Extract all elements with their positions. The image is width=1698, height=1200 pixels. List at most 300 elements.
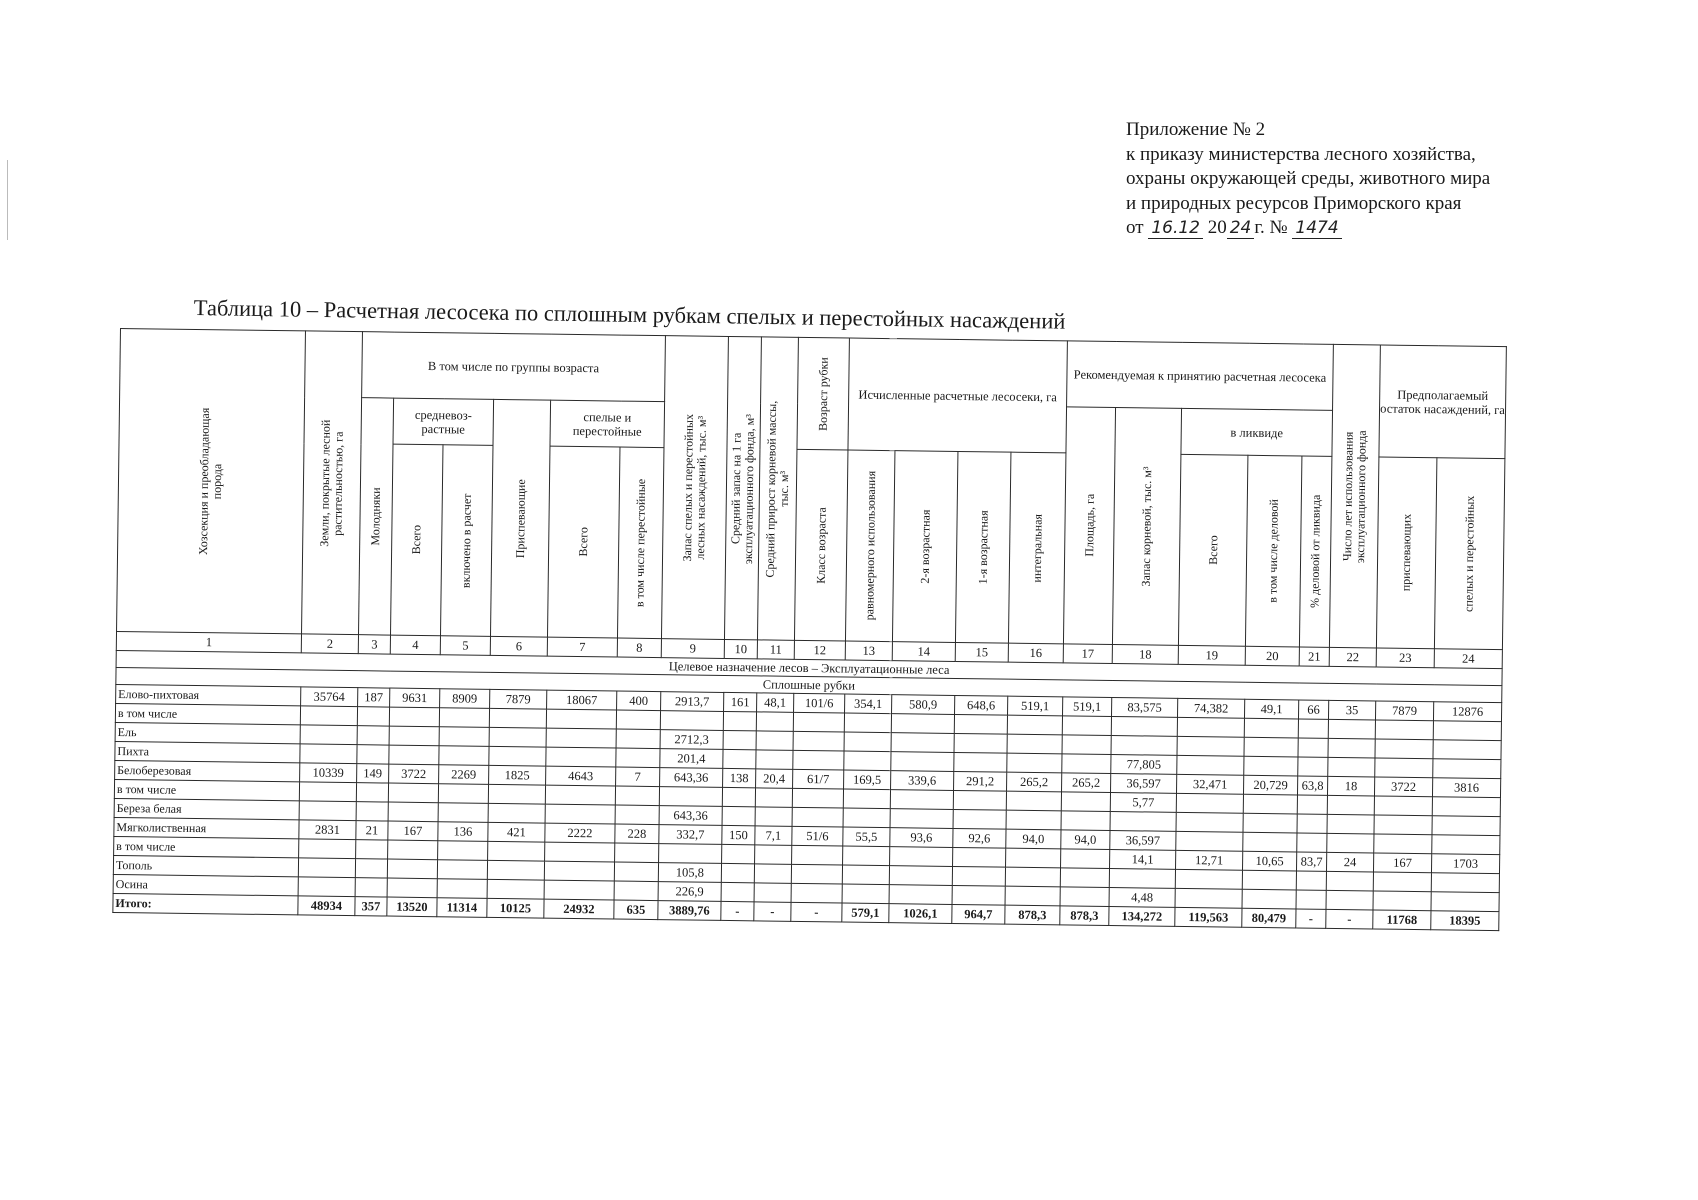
table-cell (545, 842, 615, 862)
table-cell (1374, 796, 1432, 816)
purpose-band: Целевое назначение лесов – Эксплуатационные леса (116, 650, 1502, 685)
table-cell (1244, 737, 1298, 757)
table-cell: 35764 (301, 687, 358, 707)
column-number: 3 (358, 635, 390, 654)
row-label: в том числе (115, 703, 300, 724)
table-cell (791, 883, 842, 903)
table-cell (488, 784, 545, 804)
table-cell: 92,6 (953, 828, 1006, 848)
header-first-age: 1-я возрастная (955, 451, 1010, 643)
table-cell: 66 (1298, 700, 1328, 719)
table-cell: - (1296, 909, 1326, 928)
table-cell (387, 859, 437, 879)
table-cell: 83,575 (1111, 698, 1177, 718)
table-cell: 7 (616, 767, 660, 787)
table-cell (546, 709, 616, 729)
annex-line-2: к приказу министерства лесного хозяйства, (1126, 143, 1476, 165)
table-cell: 4,48 (1109, 887, 1175, 907)
table-cell (544, 861, 614, 881)
table-cell (722, 806, 755, 825)
column-number: 1 (116, 631, 301, 652)
table-cell: 167 (1373, 853, 1431, 873)
table-cell (1111, 736, 1177, 756)
table-cell (1061, 792, 1110, 812)
table-cell (890, 847, 953, 867)
header-avg-stock: Средний запас на 1 га эксплуатационного фонда, м³ (724, 336, 761, 639)
table-cell (546, 728, 616, 748)
table-cell: 93,6 (890, 828, 953, 848)
table-cell (791, 864, 842, 884)
table-cell (356, 840, 388, 859)
table-cell (488, 803, 545, 823)
scan-edge-mark (7, 160, 8, 240)
table-cell (1062, 716, 1111, 736)
table-cell (437, 879, 487, 899)
header-business-pct: % деловой от ликвида (1299, 456, 1331, 647)
table-cell (721, 863, 754, 882)
table-cell (614, 881, 658, 901)
annex-line-4: и природных ресурсов Приморского края (1126, 192, 1462, 214)
row-label: Береза белая (114, 798, 299, 819)
table-cell (487, 879, 544, 899)
table-cell (891, 733, 954, 753)
table-cell: 11768 (1373, 910, 1431, 930)
handwritten-date: 16.12 (1148, 218, 1203, 239)
table-cell: 519,1 (1008, 696, 1063, 716)
table-cell: 138 (723, 768, 756, 787)
table-cell (1242, 889, 1296, 909)
annex-line-5 (1126, 216, 1490, 241)
header-avg-growth: Средний прирост корневой массы, тыс. м³ (757, 337, 798, 640)
table-cell (1007, 734, 1062, 754)
table-cell (891, 714, 954, 734)
table-cell (300, 744, 357, 764)
table-cell (1176, 812, 1243, 832)
column-number: 11 (757, 640, 794, 659)
table-cell: 169,5 (844, 770, 891, 790)
row-label: Тополь (113, 855, 298, 876)
table-cell: 579,1 (842, 903, 889, 923)
table-cell (954, 714, 1007, 734)
table-cell: 580,9 (892, 695, 955, 715)
table-cell: 36,597 (1111, 774, 1177, 794)
table-cell: 18395 (1431, 911, 1499, 931)
table-cell: 265,2 (1007, 772, 1062, 792)
table-cell: 5,77 (1110, 793, 1176, 813)
header-age-groups: В том числе по группы возраста (362, 332, 666, 402)
table-cell (1374, 834, 1432, 854)
header-young: Молодняки (359, 398, 394, 635)
table-cell (298, 877, 355, 897)
table-cell: 228 (615, 824, 659, 844)
table-cell (300, 706, 357, 726)
table-cell (388, 840, 438, 860)
table-cell (1327, 795, 1374, 815)
table-cell: 357 (355, 897, 387, 916)
table-cell: 18067 (547, 690, 617, 710)
table-cell (1297, 795, 1327, 814)
table-cell: 14,1 (1110, 850, 1176, 870)
column-number: 16 (1008, 643, 1063, 663)
table-cell: 20,4 (756, 769, 793, 788)
header-liquid-total: Всего (1178, 454, 1247, 646)
table-cell: 3816 (1432, 778, 1500, 798)
table-cell: 2712,3 (660, 730, 723, 750)
table-cell: 201,4 (660, 749, 723, 769)
table-cell (722, 787, 755, 806)
table-cell: 421 (488, 822, 545, 842)
table-cell (357, 707, 389, 726)
table-cell: 878,3 (1060, 906, 1109, 926)
table-cell (300, 725, 357, 745)
row-label: Ель (115, 722, 300, 743)
table-cell (1431, 873, 1499, 893)
header-second-age: 2-я возрастная (892, 451, 957, 643)
table-cell (389, 726, 439, 746)
table-cell: 24932 (544, 899, 614, 919)
row-label: Мягколиственная (114, 817, 299, 838)
table-cell: 61/7 (793, 769, 844, 789)
table-cell (754, 864, 791, 883)
table-cell (545, 785, 615, 805)
annex-prefix: от (1126, 217, 1144, 238)
table-cell (1007, 753, 1062, 773)
header-years-of-use: Число лет использования эксплуатационного фонда (1329, 344, 1380, 648)
header-species: Хозсекция и преобладающая порода (117, 329, 306, 634)
table-cell: 105,8 (658, 863, 721, 883)
table-cell: 12876 (1433, 702, 1501, 722)
table-cell (1007, 715, 1062, 735)
table-cell: 265,2 (1062, 773, 1111, 793)
table-cell: 10,65 (1242, 851, 1296, 871)
annex-year-suffix: г. № (1254, 217, 1288, 238)
table-cell: 2269 (439, 765, 489, 785)
table-cell: 32,471 (1176, 774, 1243, 794)
table-cell (357, 745, 389, 764)
table-cell (437, 860, 487, 880)
row-label: Итого: (113, 893, 298, 914)
table-cell (1327, 814, 1374, 834)
table-cell (487, 860, 544, 880)
table-cell (615, 805, 659, 825)
column-number: 24 (1434, 649, 1502, 669)
table-cell: 400 (617, 691, 661, 711)
table-cell: 134,272 (1109, 906, 1175, 926)
table-cell: 24 (1326, 852, 1373, 872)
annex-line-1: Приложение № 2 (1126, 119, 1266, 140)
table-cell: - (721, 901, 754, 920)
table-cell (1298, 757, 1328, 776)
table-cell: 167 (388, 821, 438, 841)
table-cell (1109, 868, 1175, 888)
table-cell: 648,6 (955, 695, 1008, 715)
table-cell (1326, 871, 1373, 891)
column-number: 4 (390, 635, 440, 655)
table-cell: 8909 (440, 689, 490, 709)
table-cell: 83,7 (1296, 852, 1326, 871)
table-cell (723, 749, 756, 768)
table-cell: 51/6 (792, 826, 843, 846)
table-cell: 10125 (487, 898, 544, 918)
table-cell (1062, 754, 1111, 774)
table-cell (1298, 719, 1328, 738)
table-title: Таблица 10 – Расчетная лесосека по сплошным рубкам спелых и перестойных насаждений (193, 295, 1066, 334)
table-cell (1006, 810, 1061, 830)
table-cell: 354,1 (845, 694, 892, 714)
table-cell (1328, 757, 1375, 777)
column-number: 15 (955, 642, 1008, 662)
table-cell: - (791, 902, 842, 922)
table-cell (1061, 849, 1110, 869)
table-cell: 3889,76 (658, 901, 721, 921)
table-cell (756, 731, 793, 750)
table-cell (1432, 835, 1500, 855)
table-cell: 2222 (545, 823, 615, 843)
table-cell (1177, 755, 1244, 775)
table-cell: 339,6 (891, 771, 954, 791)
row-label: Елово-пихтовая (116, 684, 301, 705)
annex-year-prefix: 20 (1207, 217, 1227, 238)
table-cell (1243, 794, 1297, 814)
table-cell (953, 809, 1006, 829)
table-cell (953, 847, 1006, 867)
header-uniform: равномерного использования (845, 450, 894, 642)
table-cell (299, 839, 356, 859)
column-number: 13 (845, 641, 892, 661)
column-number: 21 (1299, 647, 1329, 666)
table-cell (438, 841, 488, 861)
table-cell: 2831 (299, 820, 356, 840)
table-cell (1110, 812, 1176, 832)
header-rest-premature: приспевающих (1376, 457, 1436, 649)
table-cell (1375, 739, 1433, 759)
column-number: 14 (892, 642, 955, 662)
table-cell (722, 844, 755, 863)
table-cell: 635 (614, 900, 658, 920)
column-number: 19 (1178, 645, 1245, 665)
table-cell (546, 747, 616, 767)
table-cell: - (754, 902, 791, 921)
table-cell (388, 783, 438, 803)
table-cell (545, 804, 615, 824)
table-cell (299, 782, 356, 802)
table-cell (889, 866, 952, 886)
column-number: 23 (1376, 648, 1434, 668)
table-cell: 63,8 (1297, 776, 1327, 795)
table-cell: 12,71 (1176, 850, 1243, 870)
table-cell (889, 885, 952, 905)
table-cell: 291,2 (954, 771, 1007, 791)
table-cell (1296, 890, 1326, 909)
table-cell (844, 732, 891, 752)
table-cell (614, 862, 658, 882)
table-cell (723, 711, 756, 730)
table-cell (890, 809, 953, 829)
table-cell (1177, 717, 1244, 737)
table-cell (842, 884, 889, 904)
table-cell: 7,1 (755, 826, 792, 845)
table-cell: 48,1 (757, 693, 794, 712)
header-area: Площадь, га (1063, 407, 1115, 645)
header-premature: Приспевающие (490, 399, 550, 637)
table-cell (793, 750, 844, 770)
table-cell: 3722 (1374, 777, 1432, 797)
table-cell (389, 707, 439, 727)
table-cell (842, 865, 889, 885)
table-cell (755, 845, 792, 864)
header-rest-ripe: спелых и перестойных (1434, 458, 1504, 650)
table-cell (1244, 756, 1298, 776)
table-cell (356, 802, 388, 821)
table-cell: 94,0 (1061, 830, 1110, 850)
table-cell: 101/6 (794, 693, 845, 713)
column-number: 17 (1063, 644, 1112, 664)
table-cell (1177, 736, 1244, 756)
table-cell: 1026,1 (889, 904, 952, 924)
table-cell (1433, 759, 1501, 779)
table-cell: 9631 (390, 688, 440, 708)
table-cell (1328, 719, 1375, 739)
header-mid-included: включено в расчет (440, 445, 492, 637)
row-label: Белоберезовая (115, 760, 300, 781)
table-cell (1005, 886, 1060, 906)
table-cell (843, 789, 890, 809)
table-cell: 21 (356, 821, 388, 840)
table-cell (792, 807, 843, 827)
table-cell (1060, 868, 1109, 888)
column-number: 22 (1329, 647, 1376, 667)
table-cell: 187 (358, 688, 390, 707)
table-cell: 10339 (300, 763, 357, 783)
table-cell: 74,382 (1177, 698, 1244, 718)
table-cell (952, 866, 1005, 886)
table-cell (844, 751, 891, 771)
table-cell: 13520 (387, 897, 437, 917)
table-cell (1244, 718, 1298, 738)
row-label: Осина (113, 874, 298, 895)
table-cell: 2913,7 (661, 692, 724, 712)
table-cell (388, 802, 438, 822)
table-cell: 150 (722, 825, 755, 844)
table-cell (616, 748, 660, 768)
table-cell (755, 788, 792, 807)
table-cell: 18 (1327, 776, 1374, 796)
table-cell (615, 843, 659, 863)
table-cell (660, 711, 723, 731)
table-cell: 149 (357, 764, 389, 783)
table-cell (1111, 717, 1177, 737)
column-number: 2 (301, 634, 358, 654)
annex-line-3: охраны окружающей среды, животного мира (1126, 168, 1491, 189)
table-cell (616, 729, 660, 749)
table-cell (615, 786, 659, 806)
row-label: в том числе (114, 779, 299, 800)
table-cell (1061, 811, 1110, 831)
header-remainder: Предполагаемый остаток насаждений, га (1379, 345, 1506, 459)
table-cell (355, 859, 387, 878)
table-cell: - (1326, 909, 1373, 929)
table-cell (438, 784, 488, 804)
table-cell (1298, 738, 1328, 757)
table-cell (489, 746, 546, 766)
column-number: 5 (440, 636, 490, 656)
table-cell (1006, 848, 1061, 868)
table-cell (357, 726, 389, 745)
table-cell (843, 808, 890, 828)
table-cell (1375, 720, 1433, 740)
table-cell (890, 790, 953, 810)
table-cell (793, 712, 844, 732)
table-cell: 161 (724, 692, 757, 711)
table-cell (387, 878, 437, 898)
table-cell: 80,479 (1242, 908, 1296, 928)
table-cell (356, 783, 388, 802)
table-cell (355, 878, 387, 897)
table-cell: 1703 (1431, 854, 1499, 874)
table-cell (1297, 833, 1327, 852)
table-cell (952, 885, 1005, 905)
table-cell (1432, 816, 1500, 836)
table-cell: 11314 (437, 898, 487, 918)
table-cell (954, 752, 1007, 772)
header-middle-aged: средневоз-растные (393, 398, 494, 445)
table-cell (1374, 815, 1432, 835)
table-cell: 55,5 (843, 827, 890, 847)
table-cell: 20,729 (1243, 775, 1297, 795)
table-cell: 136 (438, 822, 488, 842)
row-label: в том числе (114, 836, 299, 857)
table-cell (1373, 891, 1431, 911)
table-cell (1433, 721, 1501, 741)
table-cell (1060, 887, 1109, 907)
table-cell (1296, 871, 1326, 890)
table-cell: 643,36 (660, 768, 723, 788)
table-cell: 4643 (546, 766, 616, 786)
table-cell (844, 713, 891, 733)
table-cell (1432, 797, 1500, 817)
header-ripe-overmature: в том числе перестойные (617, 447, 663, 639)
column-number: 10 (724, 639, 757, 658)
header-calculated: Исчисленные расчетные лесосеки, га (848, 338, 1067, 453)
table-cell (438, 803, 488, 823)
header-root-stock: Запас корневой, тыс. м³ (1112, 408, 1181, 646)
table-cell (1176, 831, 1243, 851)
table-cell (1433, 740, 1501, 760)
table-cell (721, 882, 754, 901)
header-recommended: Рекомендуемая к принятию расчетная лесосека (1067, 341, 1334, 410)
table-cell (754, 883, 791, 902)
table-cell (544, 880, 614, 900)
table-cell (1062, 735, 1111, 755)
table-cell: 519,1 (1063, 697, 1112, 717)
table-cell (1328, 738, 1375, 758)
table-cell (439, 708, 489, 728)
table-cell (1297, 814, 1327, 833)
row-label: Пихта (115, 741, 300, 762)
table-cell (389, 745, 439, 765)
data-body (113, 684, 1502, 930)
table-cell (1327, 833, 1374, 853)
header-cut-age: Возраст рубки (797, 337, 849, 450)
table-cell (843, 846, 890, 866)
table-cell (298, 858, 355, 878)
table-cell: 7879 (490, 689, 547, 709)
header-forest-land: Земли, покрытые лесной растительностью, га (302, 331, 363, 635)
table-cell: 94,0 (1006, 829, 1061, 849)
header-mid-total: Всего (391, 444, 443, 636)
table-cell (953, 790, 1006, 810)
table-cell: 1825 (489, 765, 546, 785)
